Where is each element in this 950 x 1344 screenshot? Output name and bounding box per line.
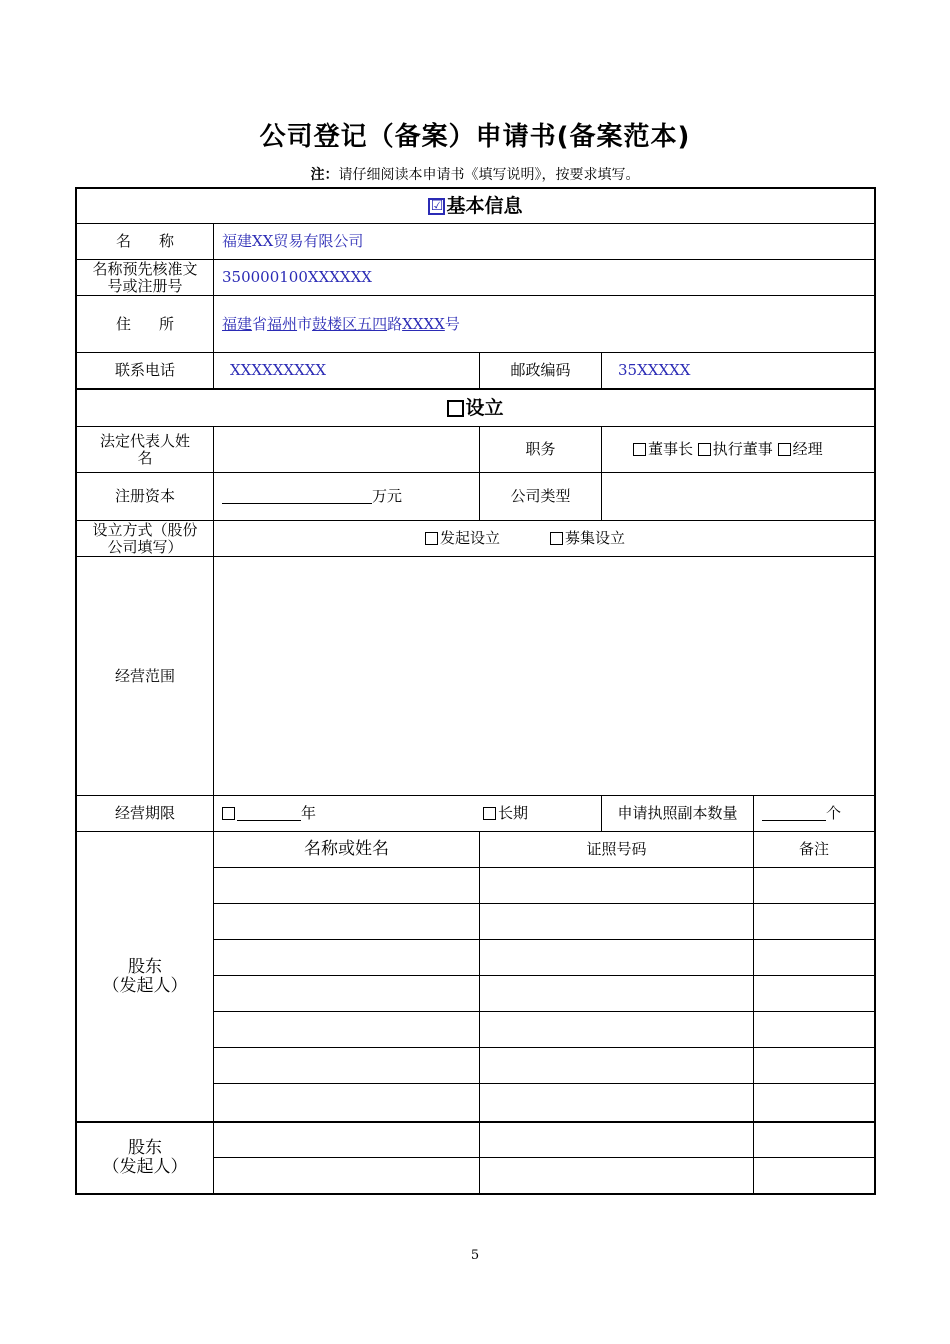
prereg-number-field[interactable]: 350000100XXXXXX <box>222 268 372 286</box>
phone-label: 联系电话 <box>114 361 175 379</box>
col-header-name: 名称或姓名 <box>304 839 389 859</box>
option-executive-director: 执行董事 <box>712 440 773 458</box>
note-text: 请仔细阅读本申请书《填写说明》，按要求填写。 <box>338 167 640 183</box>
checkbox-icon[interactable] <box>425 532 438 545</box>
address-label: 住所 <box>115 314 202 333</box>
section-setup <box>77 390 874 426</box>
company-name-field[interactable]: 福建XX贸易有限公司 <box>222 232 364 250</box>
option-manager: 经理 <box>792 440 823 458</box>
postcode-label: 邮政编码 <box>510 361 571 379</box>
prereg-number-label: 名称预先核准文号或注册号 <box>92 259 198 295</box>
term-long-field <box>475 796 601 831</box>
checkbox-icon[interactable] <box>222 807 235 820</box>
section-basic-info <box>77 189 874 223</box>
phone-field[interactable]: XXXXXXXXX <box>230 361 327 379</box>
checked-checkbox-icon[interactable]: ☑ <box>428 198 445 215</box>
license-copies-label: 申请执照副本数量 <box>617 804 738 822</box>
position-options <box>625 427 874 472</box>
copies-unit: 个 <box>826 804 842 822</box>
capital-unit: 万元 <box>372 487 403 505</box>
checkbox-icon[interactable] <box>550 532 563 545</box>
business-scope-field[interactable] <box>214 557 874 795</box>
address-field[interactable]: 福建 省 福州 市 鼓楼区五四 路 XXXX 号 <box>222 314 460 333</box>
postcode-field[interactable]: 35XXXXX <box>618 361 691 379</box>
copies-blank[interactable] <box>762 806 826 821</box>
checkbox-icon[interactable] <box>447 400 464 417</box>
option-chairman: 董事长 <box>648 440 694 458</box>
note-prefix: 注： <box>310 167 339 183</box>
name-label: 名称 <box>115 232 202 250</box>
term-long-label: 长期 <box>498 804 529 822</box>
company-type-field[interactable] <box>602 473 874 520</box>
shareholders-label: 股东 （发起人） <box>102 956 188 996</box>
section-basic-title: 基本信息 <box>446 194 523 217</box>
registration-form <box>75 187 876 1195</box>
term-year-unit: 年 <box>301 804 317 822</box>
option-offering: 募集设立 <box>565 529 626 547</box>
checkbox-icon[interactable] <box>698 443 711 456</box>
term-label: 经营期限 <box>114 804 175 822</box>
checkbox-icon[interactable] <box>778 443 791 456</box>
term-years-field[interactable] <box>214 796 474 831</box>
checkbox-icon[interactable] <box>633 443 646 456</box>
capital-field[interactable] <box>214 473 479 520</box>
setup-method-label: 设立方式（股份公司填写） <box>92 520 198 556</box>
business-scope-label: 经营范围 <box>114 666 175 685</box>
company-type-label: 公司类型 <box>510 487 571 505</box>
shareholders-label-continued: 股东 （发起人） <box>102 1138 188 1177</box>
col-header-id: 证照号码 <box>586 840 647 858</box>
instruction-note <box>0 164 950 184</box>
legal-rep-field[interactable] <box>214 427 479 472</box>
page-title: 公司登记（备案）申请书(备案范本) <box>259 122 691 152</box>
capital-blank[interactable] <box>222 489 372 504</box>
license-copies-field[interactable] <box>754 796 874 831</box>
capital-label: 注册资本 <box>114 487 175 505</box>
page-number: 5 <box>470 1248 480 1263</box>
term-years-blank[interactable] <box>237 806 301 821</box>
col-header-note: 备注 <box>798 840 829 858</box>
checkbox-icon[interactable] <box>483 807 496 820</box>
legal-rep-label: 法定代表人姓名 <box>99 431 190 467</box>
section-setup-title: 设立 <box>465 396 504 419</box>
option-promotion: 发起设立 <box>440 529 501 547</box>
setup-method-options <box>417 521 717 556</box>
position-label: 职务 <box>525 440 556 458</box>
